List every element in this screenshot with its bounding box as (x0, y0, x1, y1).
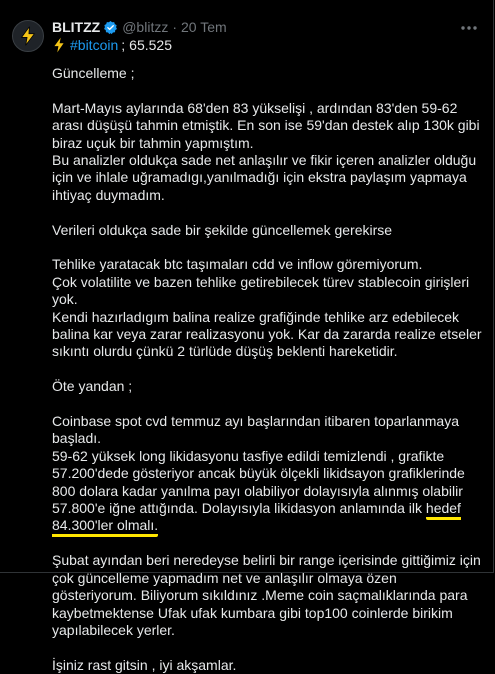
highlighted-target: hedef 84.300'ler olmalı. (52, 500, 461, 537)
paragraph-update-heading: Güncelleme ; (52, 65, 135, 81)
avatar[interactable] (12, 20, 44, 52)
lightning-emoji-icon (52, 37, 66, 53)
separator-dot: · (172, 19, 177, 35)
paragraph-history: Mart-Mayıs aylarında 68'den 83 yükselişi , ardından 83'den 59-62 arası düşüşü tahmin etmiştik. En son ise 59'dan destek alıp 130k gibi biraz uçuk bir tahmin yapmıştım. Bu analizler oldukça sade net anlaşılır ve fikir içeren analizler olduğu için ve ihlale uğramadıgı,yanılmadığı için ekstra paylaşım yapmaya ihtiyaç duymadım. (52, 99, 480, 203)
paragraph-risks: Tehlike yaratacak btc taşımaları cdd ve inflow göremiyorum. Çok volatilite ve bazen tehlike getirebilecek türev stablecoin girişleri yok. Kendi hazırladıgım balina realize grafiğinde tehlike arz edebilecek balina kar veya zarar realizasyonu yok. Kar da zararda realize etseler sıkıntı olurdu çünkü 2 türlüde düşüş beklenti hareketidir. (52, 256, 482, 360)
tweet-body (52, 65, 484, 674)
ticker-line (52, 36, 172, 54)
author-handle[interactable]: @blitzz (122, 19, 169, 35)
author-name[interactable]: BLITZZ (52, 19, 101, 35)
paragraph-range: Şubat ayından beri neredeyse belirli bir range içerisinde gittiğimiz için çok güncelleme yapmadım net ve anlaşılır olmaya özen gösteriyorum. Biliyorum sıkıldınız .Meme coin saçmalıklarında para kaybetmektense Ufak ufak kumbara gibi top100 coinlerde birikim yapılabilecek yerler. (52, 552, 481, 638)
more-options-icon[interactable] (459, 20, 479, 36)
ticker-separator: ; (121, 37, 126, 53)
liquidation-text: Coinbase spot cvd temmuz ayı başlarından itibaren toparlanmaya başladı. 59-62 yüksek long likidasyonu tasfiye edildi temizlendi , grafikte 57.200'dede gösteriyor ancak büyük ölçekli likidsayon grafiklerinde 800 dolara kadar yanılma payı olabiliyor dolayısıyla alınmış olabilir 57.800'e iğne attığında. Dolayısıyla likidasyon anlamında ilk (52, 413, 465, 517)
paragraph-on-the-other-hand: Öte yandan ; (52, 378, 133, 395)
verified-badge-icon (103, 20, 118, 35)
paragraph-signoff: İşiniz rast gitsin , iyi akşamlar. (52, 656, 237, 673)
lightning-bolt-icon (17, 25, 39, 47)
paragraph-intro: Verileri oldukça sade bir şekilde güncellemek gerekirse (52, 221, 393, 238)
paragraph-liquidation (52, 413, 484, 535)
bitcoin-price: 65.525 (129, 37, 172, 53)
tweet-header (52, 18, 227, 36)
post-date[interactable]: 20 Tem (181, 19, 227, 35)
bitcoin-hashtag-link[interactable]: #bitcoin (70, 37, 119, 53)
